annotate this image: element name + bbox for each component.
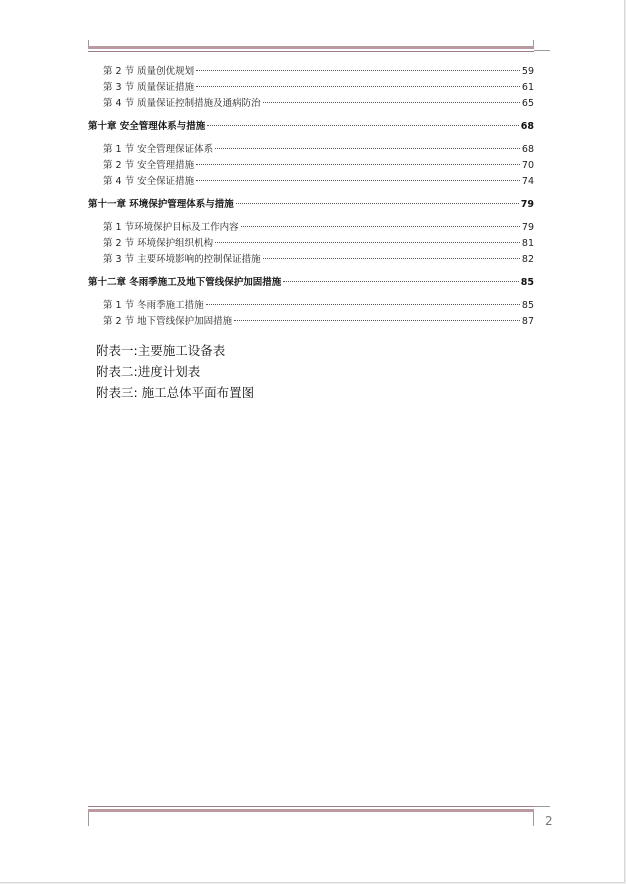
toc-entry-label: 第 3 节 质量保证措施 — [103, 82, 195, 93]
toc-entry-page: 68 — [520, 121, 534, 132]
toc-entry-label: 第十二章 冬雨季施工及地下管线保护加固措施 — [88, 277, 282, 288]
footer-rule — [88, 809, 534, 812]
toc-section-entry[interactable] — [88, 96, 534, 112]
toc-leader-dots — [241, 226, 520, 227]
toc-entry-page: 68 — [521, 144, 534, 155]
toc-entry-label: 第 2 节 环境保护组织机构 — [103, 238, 214, 249]
toc-leader-dots — [196, 164, 520, 165]
toc-entry-page: 79 — [521, 222, 534, 233]
toc-leader-dots — [196, 180, 520, 181]
toc-leader-dots — [215, 242, 520, 243]
toc-entry-page: 61 — [521, 82, 534, 93]
toc-leader-dots — [215, 148, 520, 149]
toc-section-entry[interactable] — [88, 80, 534, 96]
toc-entry-page: 65 — [521, 98, 534, 109]
footer-rule-thin — [88, 806, 534, 807]
toc-chapter-entry[interactable] — [88, 119, 534, 135]
toc-entry-label: 第十一章 环境保护管理体系与措施 — [88, 199, 234, 210]
toc-leader-dots — [196, 70, 520, 71]
appendix-item: 附表二:进度计划表 — [96, 364, 201, 379]
toc-entry-page: 59 — [521, 66, 534, 77]
toc-entry-label: 第 2 节 地下管线保护加固措施 — [103, 316, 233, 327]
header-rule — [88, 46, 534, 49]
toc-section-entry[interactable] — [88, 142, 534, 158]
toc-chapter-entry[interactable] — [88, 197, 534, 213]
toc-section-entry[interactable] — [88, 220, 534, 236]
toc-leader-dots — [206, 304, 520, 305]
footer-crop-mark-right-h — [534, 806, 550, 807]
toc-chapter-entry[interactable] — [88, 275, 534, 291]
toc-entry-page: 82 — [521, 254, 534, 265]
toc-entry-label: 第十章 安全管理体系与措施 — [88, 121, 206, 132]
footer-crop-mark-right — [533, 812, 534, 826]
toc-entry-page: 87 — [521, 316, 534, 327]
toc-entry-label: 第 4 节 质量保证控制措施及通病防治 — [103, 98, 261, 109]
toc-entry-label: 第 2 节 安全管理措施 — [103, 160, 195, 171]
toc-entry-page: 85 — [521, 300, 534, 311]
page-number: 2 — [545, 814, 553, 828]
toc-section-entry[interactable] — [88, 252, 534, 268]
toc-entry-page: 70 — [521, 160, 534, 171]
toc-leader-dots — [234, 320, 520, 321]
toc-entry-label: 第 1 节环境保护目标及工作内容 — [103, 222, 239, 233]
appendix-item: 附表一:主要施工设备表 — [96, 343, 226, 358]
toc-leader-dots — [207, 125, 518, 126]
toc-entry-label: 第 2 节 质量创优规划 — [103, 66, 195, 77]
toc-entry-page: 85 — [520, 277, 534, 288]
toc-section-entry[interactable] — [88, 236, 534, 252]
toc-leader-dots — [196, 86, 520, 87]
appendix-item: 附表三: 施工总体平面布置图 — [96, 385, 255, 400]
toc-leader-dots — [263, 102, 520, 103]
table-of-contents — [88, 64, 534, 330]
toc-leader-dots — [263, 258, 520, 259]
header-crop-mark-right-h — [534, 50, 550, 51]
header-rule-thin — [88, 51, 534, 52]
toc-leader-dots — [236, 203, 519, 204]
toc-entry-label: 第 1 节 冬雨季施工措施 — [103, 300, 204, 311]
toc-section-entry[interactable] — [88, 64, 534, 80]
toc-entry-label: 第 4 节 安全保证措施 — [103, 176, 195, 187]
toc-entry-page: 79 — [520, 199, 534, 210]
toc-section-entry[interactable] — [88, 298, 534, 314]
appendix-list — [96, 340, 254, 403]
toc-entry-page: 81 — [521, 238, 534, 249]
footer-crop-mark-left — [88, 812, 89, 826]
toc-section-entry[interactable] — [88, 174, 534, 190]
toc-section-entry[interactable] — [88, 314, 534, 330]
toc-section-entry[interactable] — [88, 158, 534, 174]
toc-entry-label: 第 1 节 安全管理保证体系 — [103, 144, 214, 155]
toc-leader-dots — [283, 281, 518, 282]
toc-entry-page: 74 — [521, 176, 534, 187]
toc-entry-label: 第 3 节 主要环境影响的控制保证措施 — [103, 254, 261, 265]
